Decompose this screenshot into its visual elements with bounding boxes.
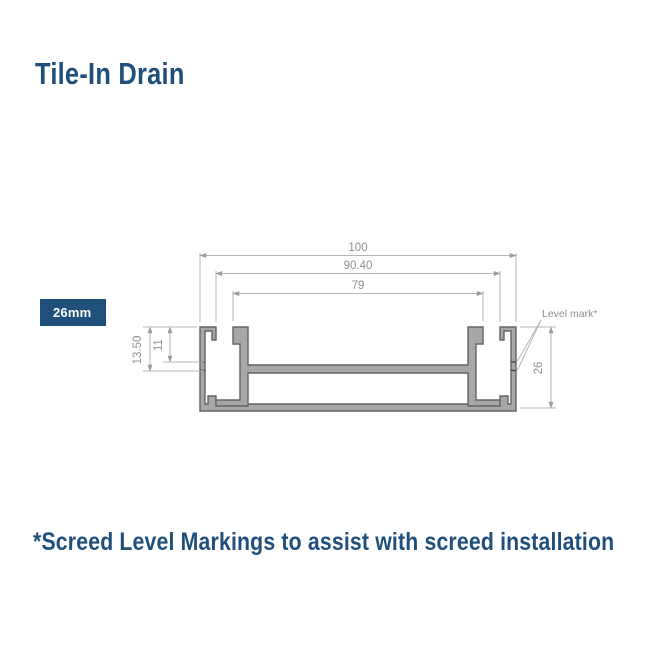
dim-inner-width — [233, 280, 483, 321]
dim-level-mark-upper — [153, 327, 204, 362]
footnote: *Screed Level Markings to assist with screed installation — [33, 528, 615, 556]
profile-tile-tray — [216, 327, 500, 406]
dim-overall-width-value: 100 — [348, 242, 368, 254]
dim-level-mark-upper-value: 11 — [153, 339, 165, 351]
level-mark-label: Level mark* — [542, 308, 598, 320]
page-title: Tile-In Drain — [35, 56, 185, 91]
level-mark-callout — [518, 308, 598, 370]
dim-overall-height — [520, 327, 556, 408]
dim-inner-width-value: 79 — [351, 280, 365, 292]
thickness-badge-label: 26mm — [53, 305, 92, 320]
dim-level-mark-lower — [132, 327, 204, 371]
dim-level-mark-lower-value: 13.50 — [132, 335, 144, 365]
dim-flange-width-value: 90.40 — [343, 260, 373, 272]
dim-overall-height-value: 26 — [533, 361, 545, 375]
